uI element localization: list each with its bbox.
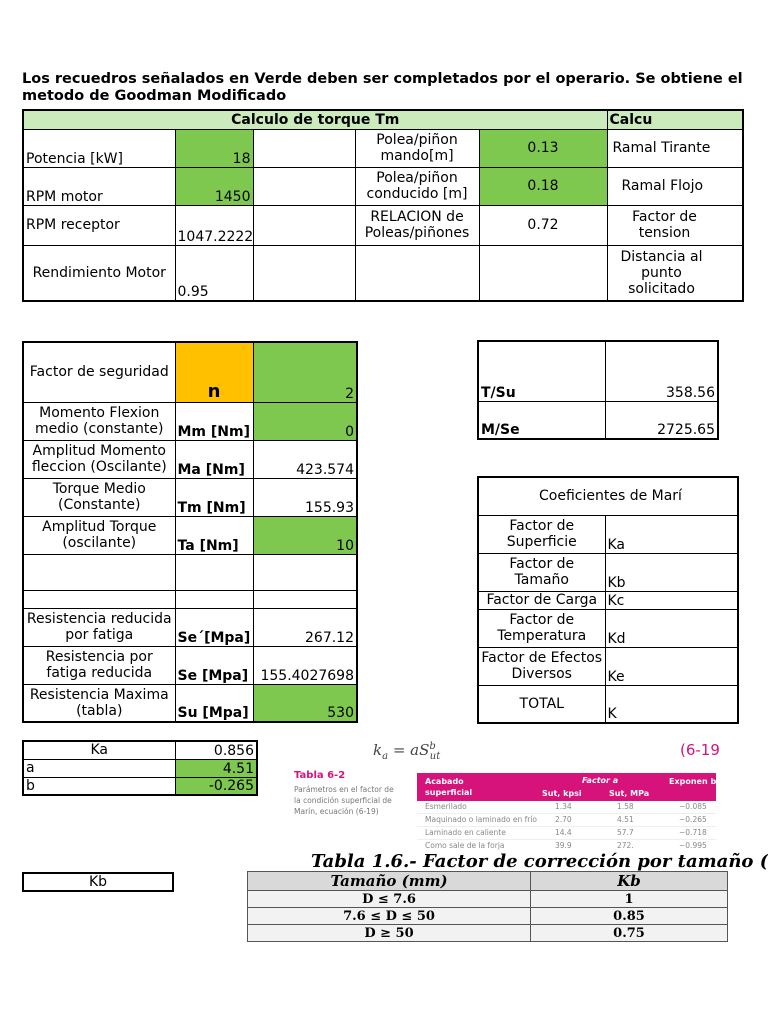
se-symbol: Se [Mpa]	[175, 646, 253, 684]
marin-header: Coeficientes de Marí	[478, 477, 738, 515]
factor-tension-label: Factor de tension	[607, 205, 743, 245]
rendimiento-value: 0.95	[175, 245, 253, 301]
se-value: 155.4027698	[253, 646, 357, 684]
se-label: Resistencia por fatiga reducida	[23, 646, 175, 684]
tabla-16-title: Tabla 1.6.- Factor de corrección por tamaño (	[311, 851, 768, 872]
safety-table	[22, 341, 358, 723]
su-symbol: Su [Mpa]	[175, 684, 253, 722]
n-value[interactable]: 2	[253, 342, 357, 402]
su-label: Resistencia Maxima (tabla)	[23, 684, 175, 722]
torque-table	[22, 109, 744, 302]
table-row: Maquinado o laminado en frío 2.70 4.51 −0.265	[417, 814, 716, 827]
empty-cell	[253, 167, 355, 205]
total-label: TOTAL	[478, 685, 605, 723]
mm-label: Momento Flexion medio (constante)	[23, 402, 175, 440]
se-prime-label: Resistencia reducida por fatiga	[23, 608, 175, 646]
ratio-table	[477, 340, 719, 440]
rpm-motor-label: RPM motor	[23, 167, 175, 205]
t-su-label: T/Su	[478, 341, 605, 401]
total-symbol: K	[605, 685, 738, 723]
table-row: Laminado en caliente 14.4 57.7 −0.718	[417, 827, 716, 840]
table-row: 0.85	[531, 908, 728, 925]
tm-value: 155.93	[253, 478, 357, 516]
m-se-value: 2725.65	[605, 401, 718, 439]
kc-factor-symbol: Kc	[605, 591, 738, 609]
ta-value[interactable]: 10	[253, 516, 357, 554]
potencia-label: Potencia [kW]	[23, 129, 175, 167]
ma-label: Amplitud Momento fleccion (Oscilante)	[23, 440, 175, 478]
tabla-16-col1: Tamaño (mm)	[248, 872, 531, 891]
marin-table-wrap	[477, 476, 716, 724]
ma-value: 423.574	[253, 440, 357, 478]
polea-conducido-value[interactable]: 0.18	[479, 167, 607, 205]
tabla-62-col2b: Sut, MPa	[609, 789, 650, 798]
tm-symbol: Tm [Nm]	[175, 478, 253, 516]
tabla-62-caption-block	[294, 770, 398, 817]
table-row: Esmerilado 1.34 1.58 −0.085	[417, 801, 716, 814]
ka-factor-symbol: Ka	[605, 515, 738, 553]
kb-box	[22, 872, 174, 892]
distancia-label: Distancia al punto solicitado	[607, 245, 743, 301]
ka-value: 0.856	[175, 741, 257, 759]
empty-cell	[175, 554, 253, 590]
ka-factor-label: Factor de Superficie	[478, 515, 605, 553]
table-row: 0.75	[531, 925, 728, 942]
tm-label: Torque Medio (Constante)	[23, 478, 175, 516]
marin-table	[477, 476, 739, 724]
tabla-62-col2: Factor a	[582, 776, 619, 785]
empty-cell	[355, 245, 479, 301]
table-row: 7.6 ≤ D ≤ 50	[248, 908, 531, 925]
ke-factor-label: Factor de Efectos Diversos	[478, 647, 605, 685]
empty-cell	[479, 245, 607, 301]
torque-table-wrap	[22, 109, 716, 302]
kd-factor-symbol: Kd	[605, 609, 738, 647]
ka-table	[22, 740, 258, 796]
empty-cell	[23, 590, 175, 608]
polea-mando-value[interactable]: 0.13	[479, 129, 607, 167]
n-symbol: n	[175, 342, 253, 402]
b-value[interactable]: -0.265	[175, 777, 257, 795]
table-row: 1	[531, 891, 728, 908]
ka-label: Ka	[23, 741, 175, 759]
kc-factor-label: Factor de Carga	[478, 591, 605, 609]
a-label: a	[23, 759, 175, 777]
polea-mando-label: Polea/piñon mando[m]	[355, 129, 479, 167]
se-prime-value: 267.12	[253, 608, 357, 646]
empty-cell	[175, 590, 253, 608]
tabla-16-wrap	[247, 871, 716, 942]
empty-cell	[253, 554, 357, 590]
rpm-receptor-value: 1047.2222	[175, 205, 253, 245]
intro-text	[22, 71, 743, 105]
tabla-16-col2: Kb	[531, 872, 728, 891]
empty-cell	[23, 554, 175, 590]
relacion-label: RELACION de Poleas/piñones	[355, 205, 479, 245]
intro-line-2: metodo de Goodman Modificado	[22, 88, 287, 104]
tabla-62-header	[417, 773, 716, 801]
tabla-62-col2a: Sut, kpsi	[542, 789, 582, 798]
mm-symbol: Mm [Nm]	[175, 402, 253, 440]
ta-symbol: Ta [Nm]	[175, 516, 253, 554]
intro-line-1: Los recuedros señalados en Verde deben ser completados por el operario. Se obtiene el	[22, 71, 743, 87]
tabla-62-body	[417, 801, 716, 852]
ke-factor-symbol: Ke	[605, 647, 738, 685]
kb-factor-symbol: Kb	[605, 553, 738, 591]
m-se-label: M/Se	[478, 401, 605, 439]
rendimiento-label: Rendimiento Motor	[23, 245, 175, 301]
tabla-62-title: Tabla 6-2	[294, 770, 346, 781]
kb-label: Kb	[23, 873, 173, 891]
empty-cell	[253, 590, 357, 608]
empty-cell	[253, 129, 355, 167]
factor-seguridad-label: Factor de seguridad	[23, 342, 175, 402]
potencia-value[interactable]: 18	[175, 129, 253, 167]
relacion-value: 0.72	[479, 205, 607, 245]
tabla-16	[247, 871, 728, 942]
tabla-62	[417, 773, 716, 851]
tabla-62-col3: Exponen b	[669, 777, 717, 786]
ramal-tirante-label: Ramal Tirante	[607, 129, 743, 167]
se-prime-symbol: Se´[Mpa]	[175, 608, 253, 646]
kd-factor-label: Factor de Temperatura	[478, 609, 605, 647]
t-su-value: 358.56	[605, 341, 718, 401]
rpm-receptor-label: RPM receptor	[23, 205, 175, 245]
mm-value[interactable]: 0	[253, 402, 357, 440]
b-label: b	[23, 777, 175, 795]
table-row: D ≥ 50	[248, 925, 531, 942]
tabla-62-caption: Parámetros en el factor de la condición superficial de Marín, ecuación (6-19)	[294, 785, 394, 816]
empty-cell	[253, 245, 355, 301]
empty-cell	[253, 205, 355, 245]
tabla-62-col1: Acabado superficial	[425, 777, 473, 797]
ratio-table-wrap	[477, 340, 716, 440]
table-row: Como sale de la forja 39.9 272. −0.995	[425, 841, 707, 850]
polea-conducido-label: Polea/piñon conducido [m]	[355, 167, 479, 205]
torque-header: Calculo de torque Tm	[23, 110, 607, 129]
formula-number: (6-19	[680, 741, 720, 759]
ma-symbol: Ma [Nm]	[175, 440, 253, 478]
a-value[interactable]: 4.51	[175, 759, 257, 777]
table-row: D ≤ 7.6	[248, 891, 531, 908]
su-value[interactable]: 530	[253, 684, 357, 722]
ka-formula: $k_a = aS^b_{ut}$	[373, 741, 441, 762]
ramal-flojo-label: Ramal Flojo	[607, 167, 743, 205]
kb-factor-label: Factor de Tamaño	[478, 553, 605, 591]
ta-label: Amplitud Torque (oscilante)	[23, 516, 175, 554]
rpm-motor-value[interactable]: 1450	[175, 167, 253, 205]
torque-header-2: Calcu	[607, 110, 743, 129]
